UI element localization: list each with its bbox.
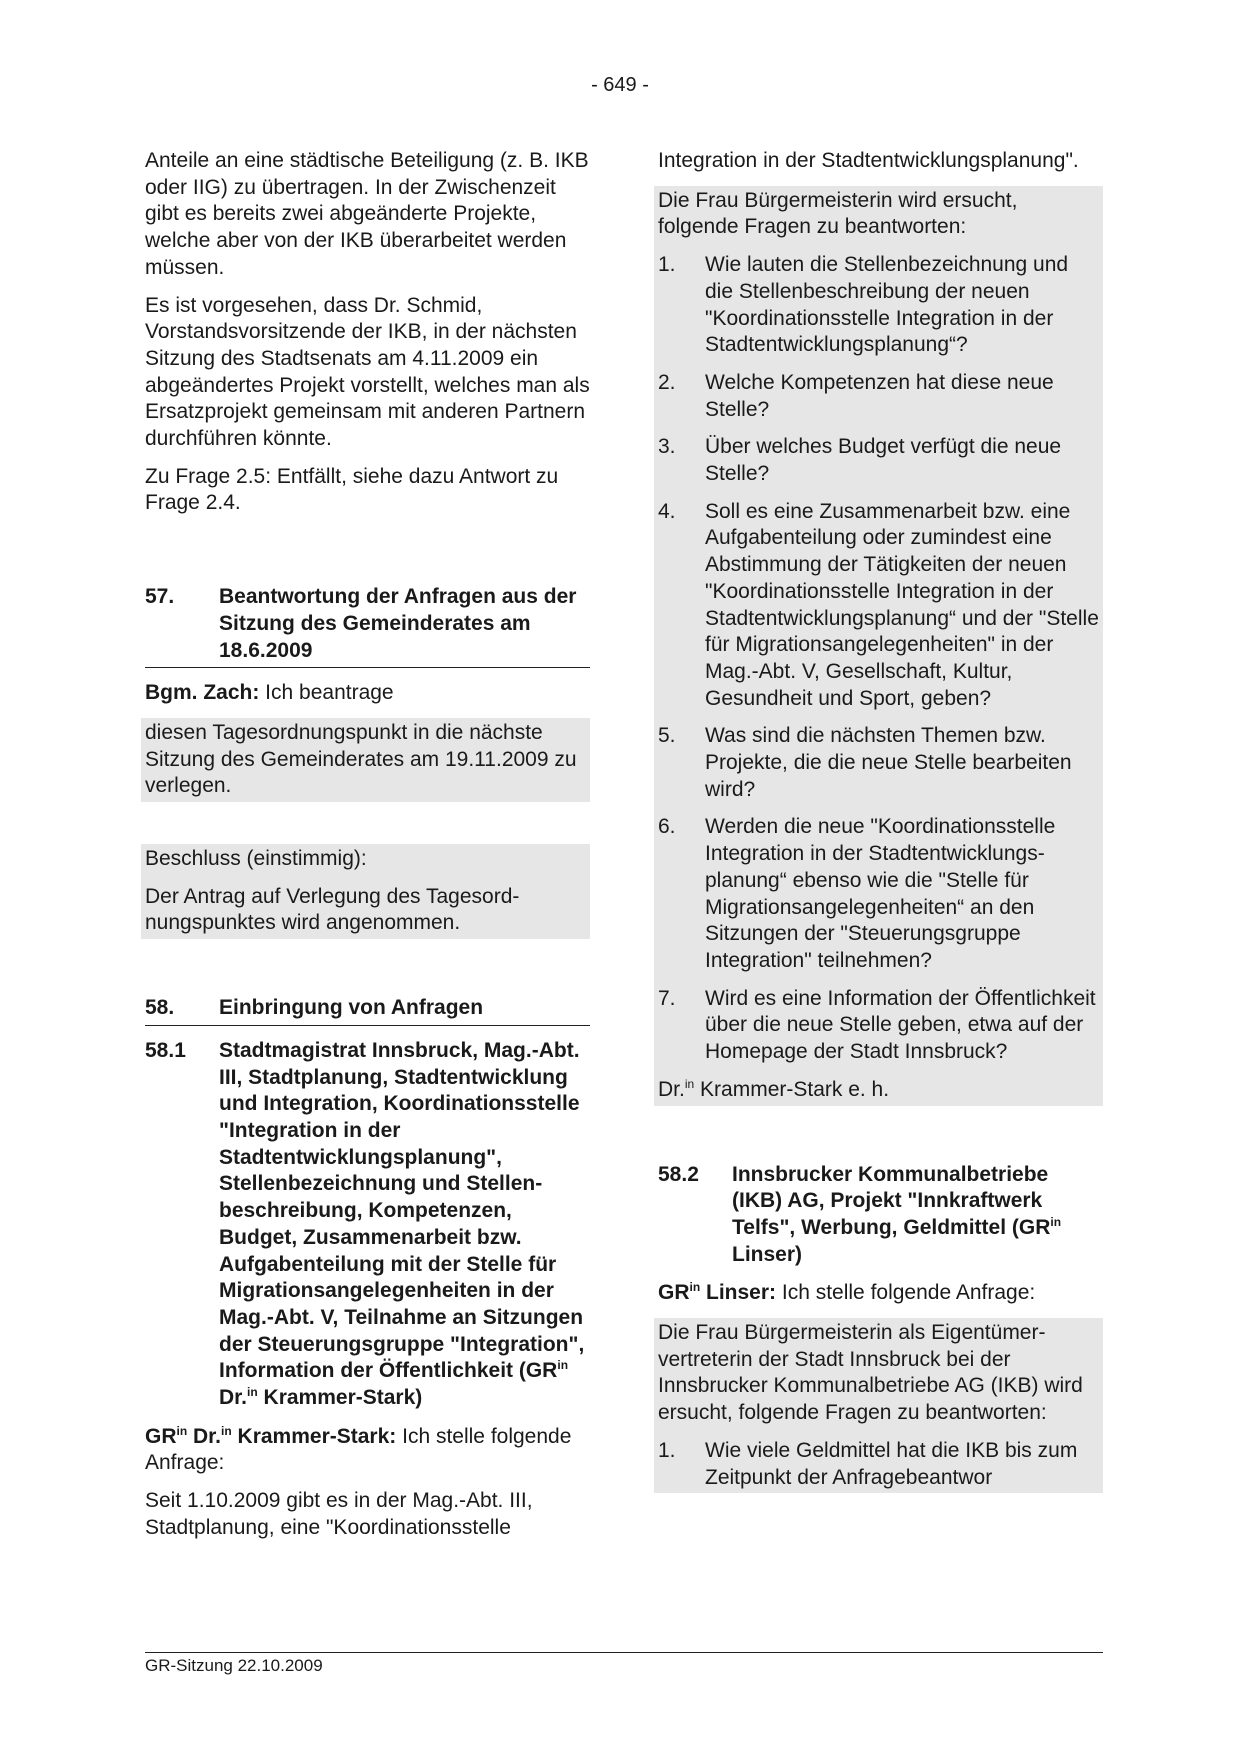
paragraph: Seit 1.10.2009 gibt es in der Mag.-Abt. III, Stadtplanung, eine "Koordinationsstelle [145, 1489, 533, 1539]
subsection-heading-58-1 [145, 1038, 590, 1412]
speaker-text: Ich stelle folgende Anfrage: [145, 1424, 572, 1475]
list-item: 5. Was sind die nächsten Themen bzw. Projekte, die die neue Stelle bearbeiten wird? [658, 724, 1072, 801]
question-list [658, 252, 1099, 1066]
section-title: Einbringung von Anfragen [219, 996, 484, 1020]
signature: Dr.$^{in}$ Krammer-Stark e. h. [658, 1076, 890, 1101]
speaker-name: $GR^{in}$ Dr.$^{in}$ Krammer-Stark: [145, 1423, 397, 1448]
footer-divider [145, 1652, 1103, 1653]
list-item: 7. Wird es eine Information der Öffentlichkeit über die neue Stelle geben, etwa auf der Homepage der Stadt Innsbruck? [658, 986, 1096, 1064]
right-column [658, 148, 1103, 1493]
subsection-number: 58.1 [145, 1038, 186, 1062]
subsection-title: Stadtmagistrat Innsbruck, Mag.-Abt. III, Stadtplanung, Stadtentwicklung und Integration, Koordinationsstelle "Integration in der Stadtentwicklungsplanung", Stellenbezeichnung und Stellenbeschreibung, Kompetenzen, Budget, Zusammenarbeit bzw. Aufgabenteilung mit der Stelle für Migrationsangelegenheiten in der Mag.-Abt. V, Teilnahme an Sitzungen der Steuerungsgruppe "Integration", Information der Öffentlichkeit ($GR^{in}$ Dr.$^{in}$ Krammer-Stark) [219, 1038, 585, 1410]
section-heading-58 [145, 995, 590, 1026]
paragraph: Anteile an eine städtische Beteiligung (z. B. IKB oder IIG) zu übertragen. In der Zwischenzeit gibt es bereits zwei abgeänderte Projekte, welche aber von der IKB überarbeitet werden müssen. [145, 149, 589, 279]
paragraph: Zu Frage 2.5: Entfällt, siehe dazu Antwort zu Frage 2.4. [145, 464, 559, 515]
speaker-line [145, 680, 590, 707]
list-item: 4. Soll es eine Zusammenarbeit bzw. eine Aufgabenteilung oder zumindest eine Abstimmung der Tätigkeiten der neuen "Koordinationsstelle Integration in der Stadtentwicklungsplanung“ und der "Stelle für Migrationsangelegenheiten" in der Mag.-Abt. V, Gesellschaft, Kultur, Gesundheit und Sport, geben? [658, 499, 1099, 710]
list-item: 1. Wie viele Geldmittel hat die IKB bis zum Zeitpunkt der Anfragebeantwor [658, 1438, 1078, 1489]
list-item: 2. Welche Kompetenzen hat diese neue Stelle? [658, 370, 1054, 421]
decision-text: Der Antrag auf Verlegung des Tagesordnungspunktes wird angenommen. [145, 884, 520, 935]
section-heading-57 [145, 584, 590, 668]
speaker-text: Ich beantrage [259, 681, 394, 705]
paragraph: Es ist vorgesehen, dass Dr. Schmid, Vorstandsvorsitzende der IKB, in der nächsten Sitzung des Stadtsenats am 4.11.2009 ein abgeändertes Projekt vorstellt, welches man als Ersatzprojekt gemeinsam mit anderen Partnern durchführen könnte. [145, 293, 590, 451]
speaker-line [658, 1280, 1103, 1307]
left-column [145, 148, 590, 1553]
subsection-number: 58.2 [658, 1162, 699, 1186]
decision-box [141, 844, 590, 939]
list-item: 3. Über welches Budget verfügt die neue Stelle? [658, 435, 1062, 486]
subsection-title: Innsbrucker Kommunalbetriebe (IKB) AG, Projekt "Innkraftwerk Telfs", Werbung, Geldmittel ($GR^{in}$ Linser) [732, 1162, 1062, 1266]
section-number: 58. [145, 996, 175, 1020]
request-text: Die Frau Bürgermeisterin als Eigentümervertreterin der Stadt Innsbruck bei der Innsbrucker Kommunalbetriebe AG (IKB) wird ersucht, folgende Fragen zu beantworten: [658, 1321, 1083, 1425]
motion-text: diesen Tagesordnungspunkt in die nächste Sitzung des Gemeinderates am 19.11.2009 zu verlegen. [145, 720, 577, 798]
page-number: - 649 - [591, 74, 649, 96]
decision-label: Beschluss (einstimmig): [145, 847, 367, 871]
request-intro: Die Frau Bürgermeisterin wird ersucht, folgende Fragen zu beantworten: [658, 188, 1018, 239]
list-item: 6. Werden die neue "Koordinationsstelle Integration in der Stadtentwicklungsplanung“ ebenso wie die "Stelle für Migrationsangelegenheiten“ an den Sitzungen der "Steuerungsgruppe Integration" teilnehmen? [658, 815, 1056, 972]
speaker-text: Ich stelle folgende Anfrage: [776, 1281, 1036, 1305]
list-item: 1. Wie lauten die Stellenbezeichnung und die Stellenbeschreibung der neuen "Koordinationsstelle Integration in der Stadtentwicklungsplanung“? [658, 253, 1069, 357]
motion-box [141, 718, 590, 802]
footer: GR-Sitzung 22.10.2009 [145, 1656, 323, 1675]
section-number: 57. [145, 585, 175, 609]
speaker-name: $GR^{in}$ Linser: [658, 1280, 777, 1305]
paragraph: Integration in der Stadtentwicklungsplanung". [658, 149, 1079, 172]
request-box [654, 186, 1103, 1106]
request-box-2 [654, 1318, 1103, 1493]
speaker-line [145, 1424, 590, 1477]
subsection-heading-58-2 [658, 1162, 1103, 1269]
section-title: Beantwortung der Anfragen aus der Sitzung des Gemeinderates am 18.6.2009 [219, 585, 577, 662]
speaker-name: Bgm. Zach: [145, 681, 260, 705]
